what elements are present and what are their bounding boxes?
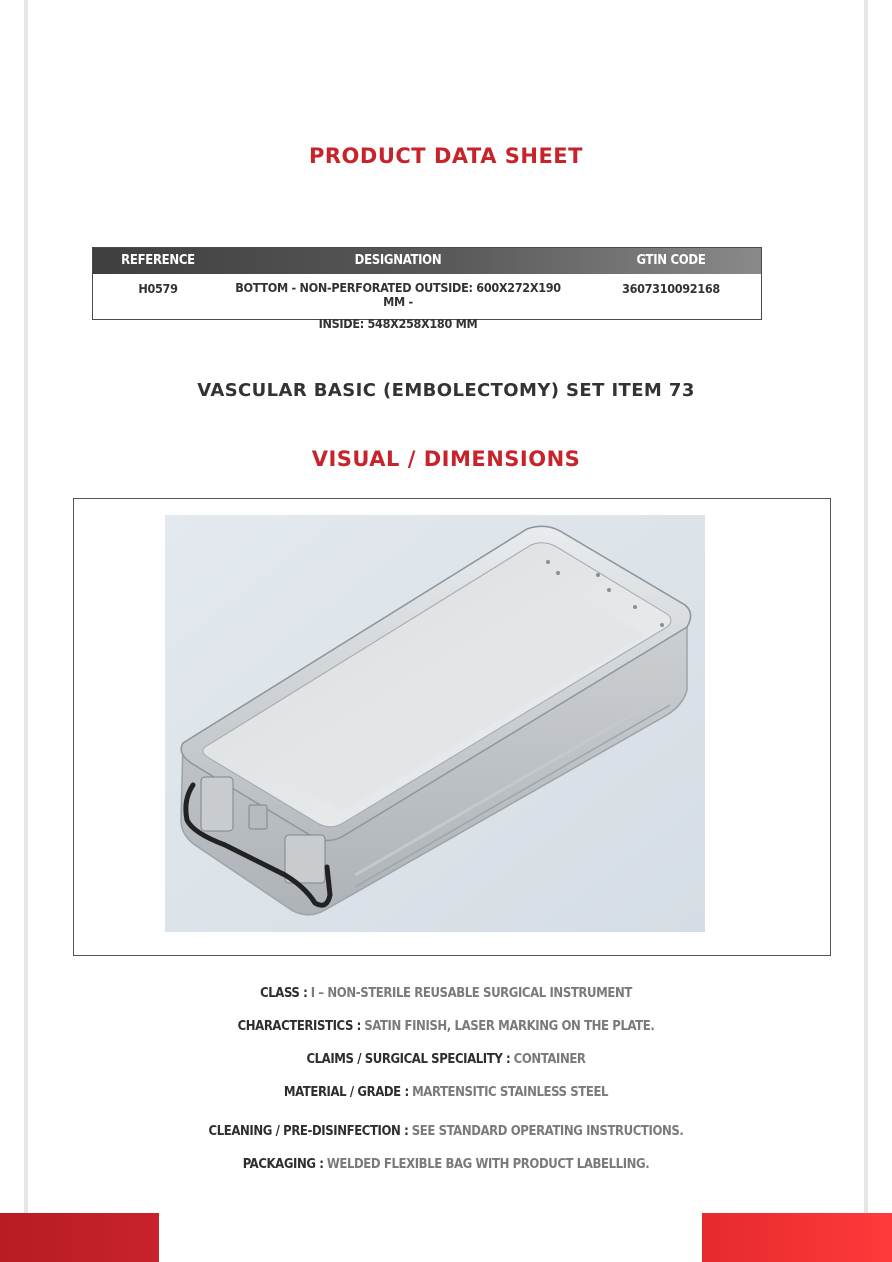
header-reference: REFERENCE [121,253,195,268]
spec-label: CLAIMS / SURGICAL SPECIALITY : [306,1052,511,1067]
spec-value: MARTENSITIC STAINLESS STEEL [412,1085,609,1100]
spec-value: SATIN FINISH, LASER MARKING ON THE PLATE. [364,1019,655,1034]
spec-value: CONTAINER [513,1052,586,1067]
reference-table [92,247,762,331]
spec-label: PACKAGING : [242,1157,324,1172]
container-tray-image [165,515,705,932]
header-gtin-code: GTIN CODE [636,253,706,268]
spec-packaging [0,1157,892,1172]
spec-label: CLEANING / PRE-DISINFECTION : [208,1124,409,1139]
spec-material [0,1085,892,1100]
spec-cleaning [0,1124,892,1139]
spec-value: I – NON-STERILE REUSABLE SURGICAL INSTRUMENT [310,986,632,1001]
spec-value: SEE STANDARD OPERATING INSTRUCTIONS. [411,1124,684,1139]
page-title: PRODUCT DATA SHEET [309,144,583,168]
set-title: VASCULAR BASIC (EMBOLECTOMY) SET ITEM 73 [197,380,695,401]
designation-line-1: BOTTOM - NON-PERFORATED OUTSIDE: 600X272X190 MM - [235,280,561,309]
spec-characteristics [0,1019,892,1034]
right-border-line [864,0,868,1262]
cell-reference: H0579 [138,281,178,296]
cell-designation [233,279,563,331]
cell-gtin-code: 3607310092168 [622,281,720,296]
left-border-line [24,0,28,1262]
spec-value: WELDED FLEXIBLE BAG WITH PRODUCT LABELLING. [326,1157,650,1172]
spec-label: MATERIAL / GRADE : [283,1085,409,1100]
spec-label: CHARACTERISTICS : [237,1019,361,1034]
spec-class [0,986,892,1001]
footer-accent-left [0,1213,159,1262]
spec-label: CLASS : [260,986,308,1001]
footer-accent-right [702,1213,892,1262]
header-designation: DESIGNATION [354,253,442,268]
visual-section-title: VISUAL / DIMENSIONS [311,447,581,471]
designation-line-2: INSIDE: 548X258X180 MM [318,316,478,331]
spec-claims [0,1052,892,1067]
